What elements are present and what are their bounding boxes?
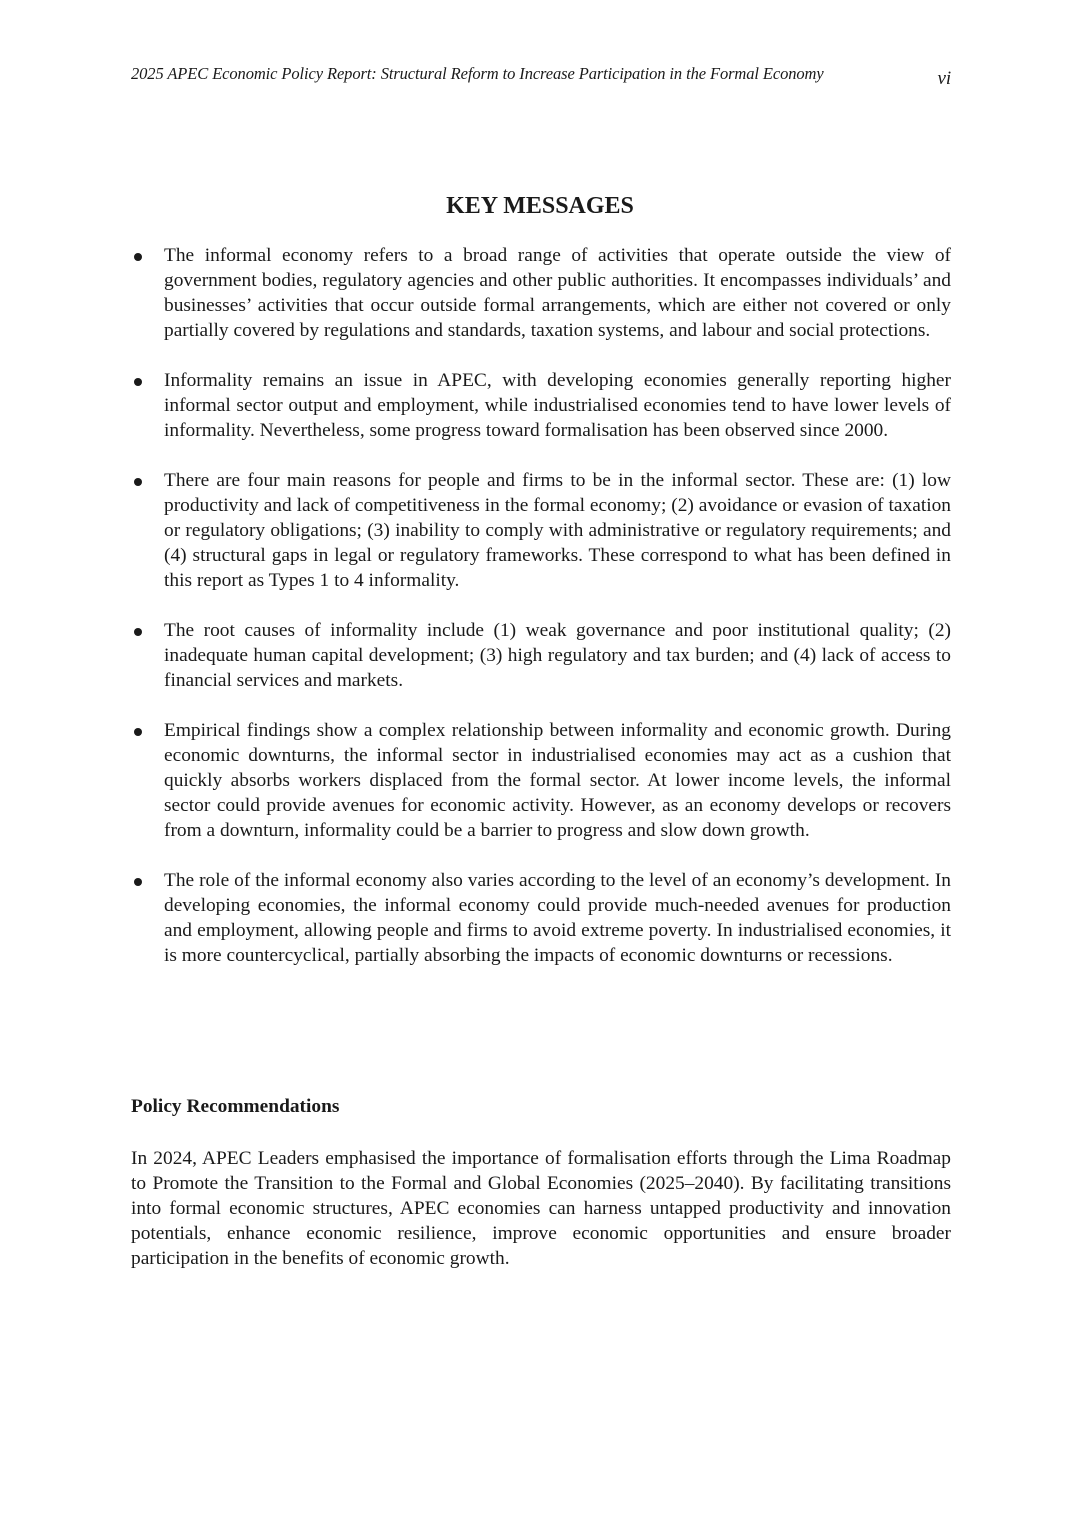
policy-recommendations-heading: Policy Recommendations <box>131 1096 340 1117</box>
list-item <box>131 468 951 593</box>
list-item <box>131 618 951 693</box>
bullet-icon <box>134 728 142 736</box>
bullet-icon <box>134 253 142 261</box>
bullet-icon <box>134 878 142 886</box>
running-header <box>131 64 951 89</box>
bullet-text: The informal economy refers to a broad range of activities that operate outside the view of government bodies, regulatory agencies and other public authorities. It encompasses individuals’ and businesses’ activities that occur outside formal arrangements, which are either not covered or only partially covered by regulations and standards, taxation systems, and labour and social protections. <box>164 245 951 341</box>
list-item <box>131 718 951 843</box>
bullet-text: Empirical findings show a complex relationship between informality and economic growth. During economic downturns, the informal sector in industrialised economies may act as a cushion that quickly absorbs workers displaced from the formal sector. At lower income levels, the informal sector could provide avenues for economic activity. However, as an economy develops or recovers from a downturn, informality could be a barrier to progress and slow down growth. <box>164 720 951 841</box>
bullet-text: The root causes of informality include (1) weak governance and poor institutional quality; (2) inadequate human capital development; (3) high regulatory and tax burden; and (4) lack of access to financial services and markets. <box>164 620 951 691</box>
running-title: 2025 APEC Economic Policy Report: Structural Reform to Increase Participation in the Formal Economy <box>131 64 824 83</box>
bullet-text: Informality remains an issue in APEC, with developing economies generally reporting higher informal sector output and employment, while industrialised economies tend to have lower levels of informality. Nevertheless, some progress toward formalisation has been observed since 2000. <box>164 370 951 441</box>
bullet-text: The role of the informal economy also varies according to the level of an economy’s development. In developing economies, the informal economy could provide much-needed avenues for production and employment, allowing people and firms to avoid extreme poverty. In industrialised economies, it is more countercyclical, partially absorbing the impacts of economic downturns or recessions. <box>164 870 951 966</box>
bullet-icon <box>134 378 142 386</box>
bullet-icon <box>134 478 142 486</box>
list-item <box>131 368 951 443</box>
page-number: vi <box>937 68 951 89</box>
page-title: KEY MESSAGES <box>446 193 634 219</box>
list-item <box>131 243 951 343</box>
bullet-icon <box>134 628 142 636</box>
policy-recommendations-paragraph: In 2024, APEC Leaders emphasised the importance of formalisation efforts through the Lima Roadmap to Promote the Transition to the Formal and Global Economies (2025–2040). By facilitating transitions into formal economic structures, APEC economies can harness untapped productivity and innovation potentials, enhance economic resilience, improve economic opportunities and ensure broader participation in the benefits of economic growth. <box>131 1148 951 1269</box>
list-item <box>131 868 951 968</box>
key-messages-list <box>131 243 951 993</box>
bullet-text: There are four main reasons for people and firms to be in the informal sector. These are: (1) low productivity and lack of competitiveness in the formal economy; (2) avoidance or evasion of taxation or regulatory obligations; (3) inability to comply with administrative or regulatory requirements; and (4) structural gaps in legal or regulatory frameworks. These correspond to what has been defined in this report as Types 1 to 4 informality. <box>164 470 951 591</box>
